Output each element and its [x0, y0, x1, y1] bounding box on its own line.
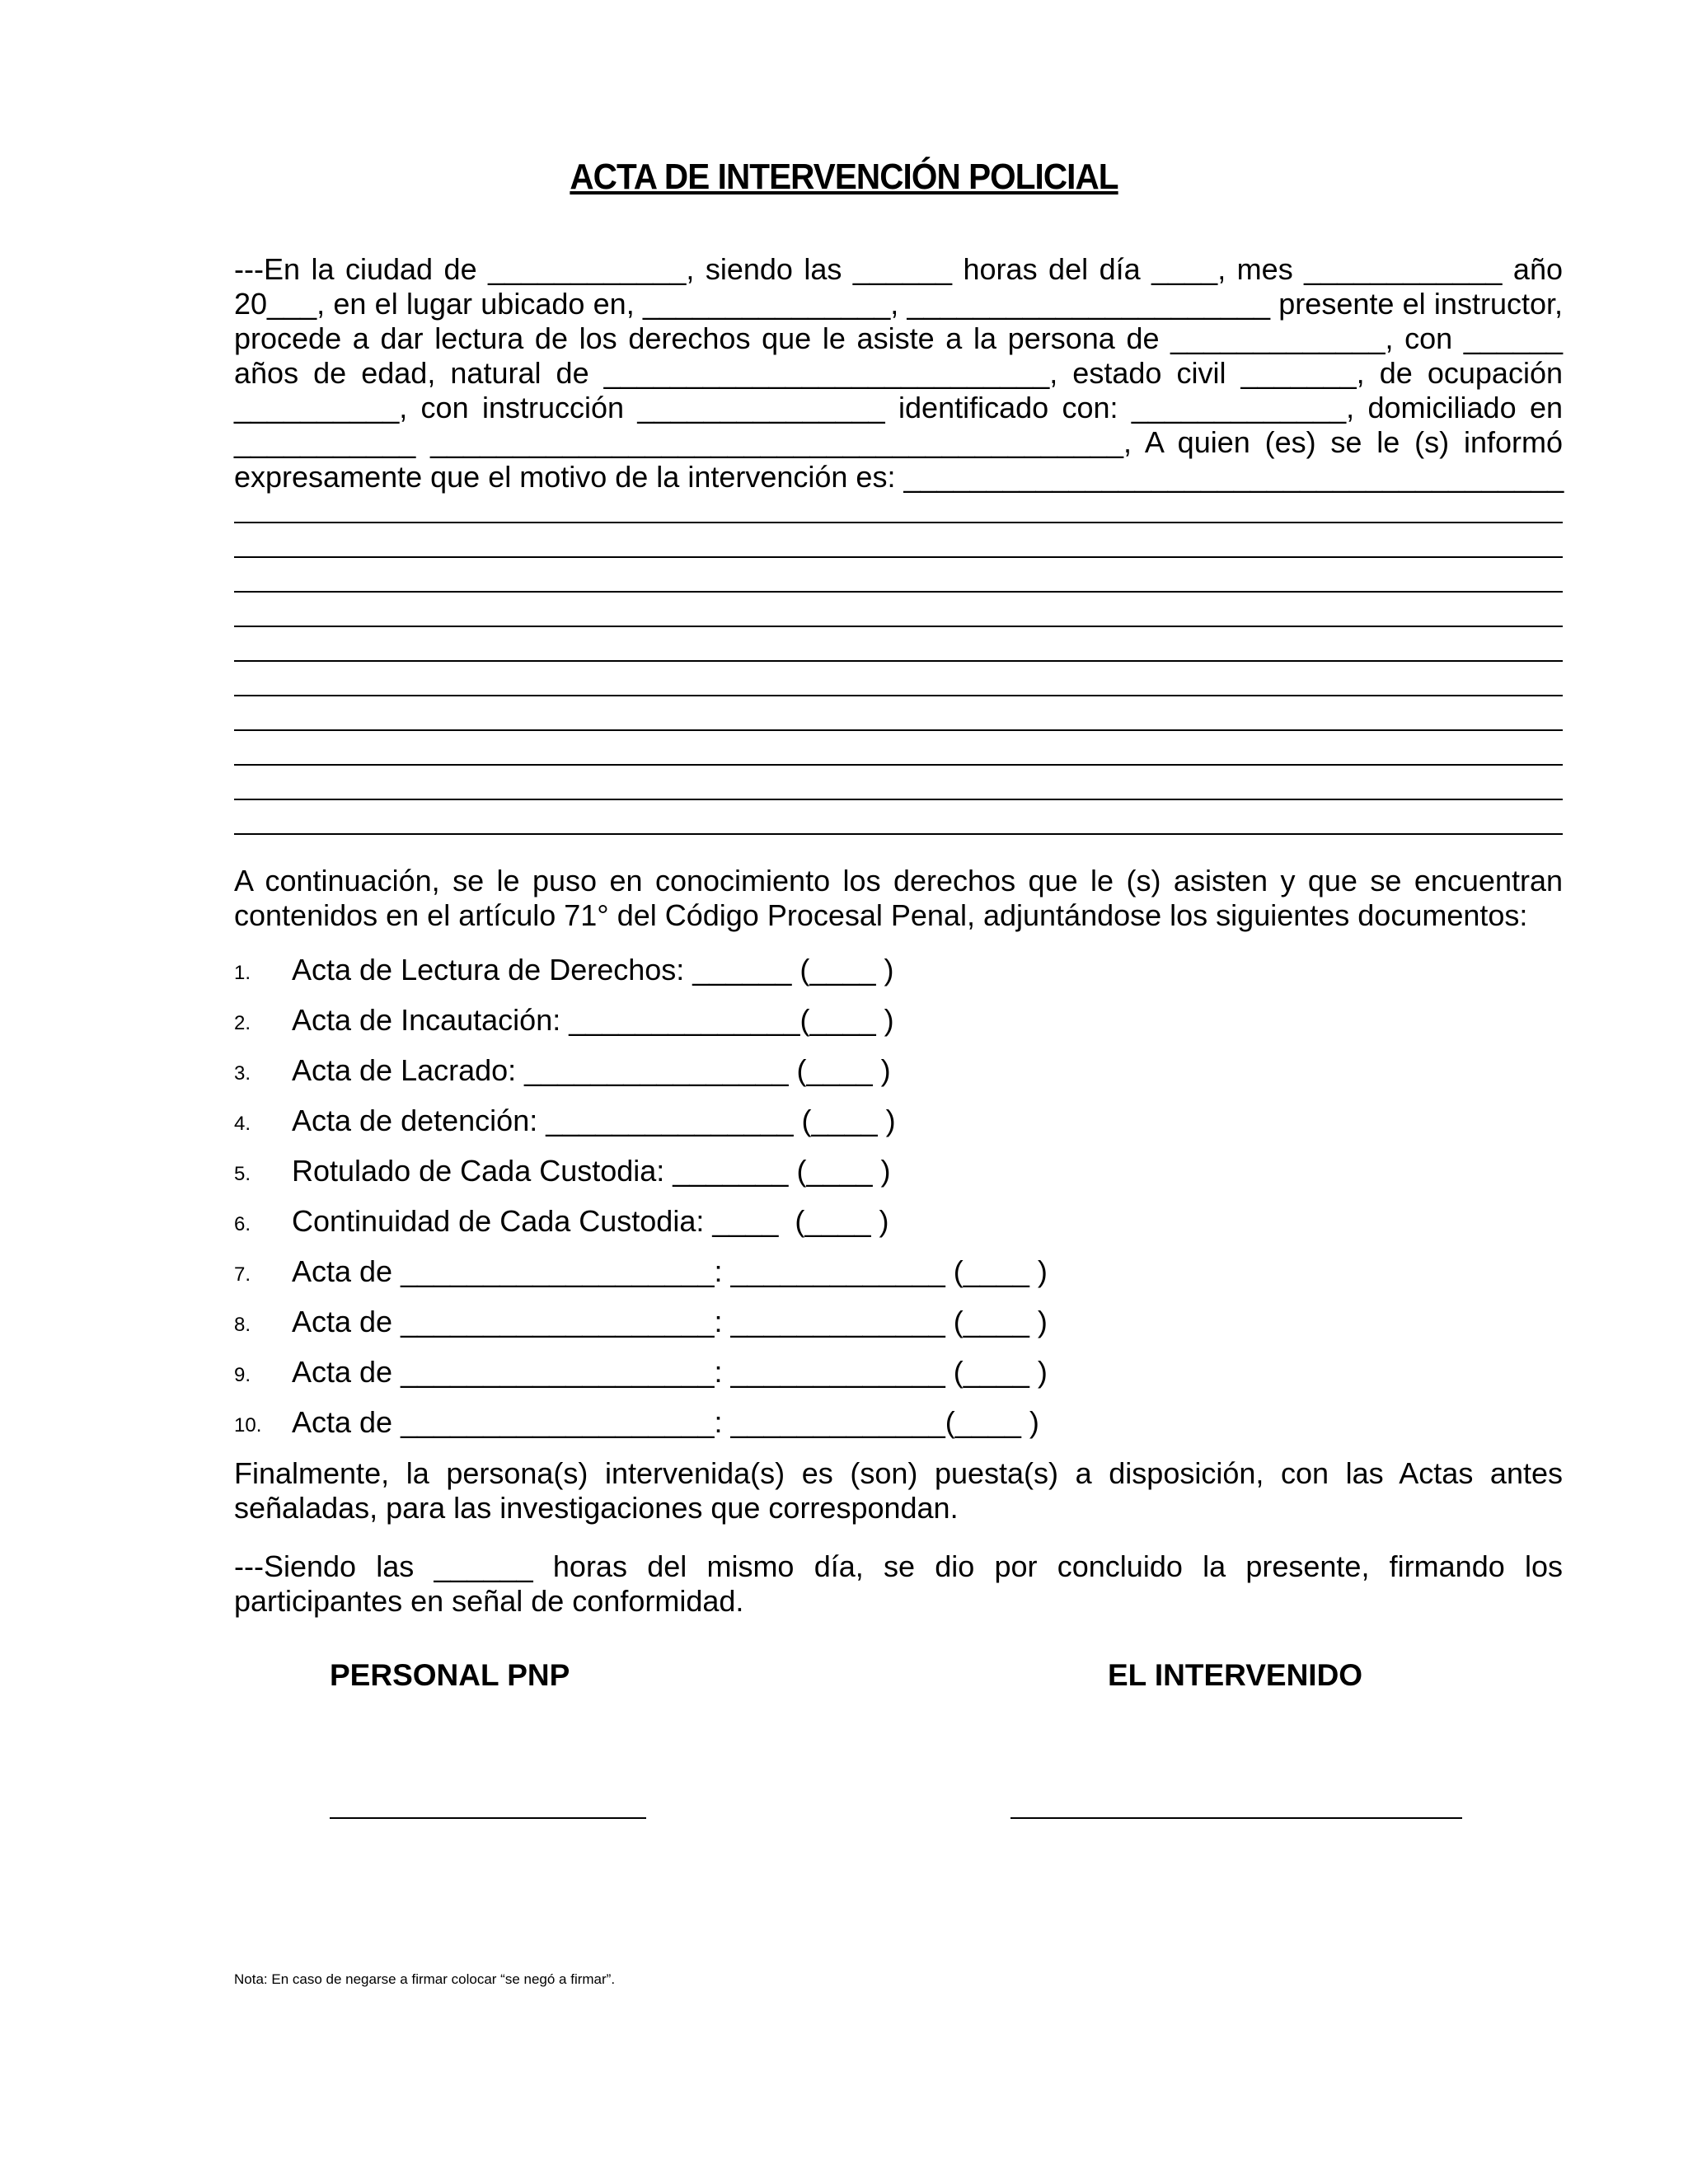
- list-item-text: Acta de ___________________: _____________ (____ ): [292, 1355, 1048, 1389]
- blank-writing-line[interactable]: [234, 729, 1563, 731]
- continuation-line: contenidos en el artículo 71° del Código Procesal Penal, adjuntándose los siguientes documentos:: [234, 898, 1528, 932]
- list-item-text: Continuidad de Cada Custodia: ____ (____ ): [292, 1204, 889, 1238]
- blank-writing-line[interactable]: [234, 556, 1563, 558]
- list-item-number: 7.: [234, 1263, 251, 1286]
- blank-writing-line[interactable]: [234, 799, 1563, 800]
- signature-label-personal-pnp: PERSONAL PNP: [330, 1658, 570, 1692]
- list-item: [234, 1354, 1048, 1390]
- list-item-number: 2.: [234, 1012, 251, 1034]
- intro-line: 20___, en el lugar ubicado en, _______________, ______________________ presente el instructor,: [234, 287, 1563, 321]
- list-item: [234, 1002, 894, 1038]
- continuation-line: A continuación, se le puso en conocimiento los derechos que le (s) asisten y que se encuentran: [234, 864, 1563, 898]
- list-item-number: 3.: [234, 1062, 251, 1085]
- list-item: [234, 1254, 1048, 1290]
- list-item-number: 10.: [234, 1414, 262, 1436]
- list-item: [234, 1404, 1039, 1441]
- list-item-number: 1.: [234, 962, 251, 984]
- closing-line: participantes en señal de conformidad.: [234, 1584, 744, 1618]
- footer-note: Nota: En caso de negarse a firmar colocar “se negó a firmar”.: [234, 1971, 616, 1987]
- blank-writing-line[interactable]: [234, 660, 1563, 662]
- list-item-text: Acta de Lectura de Derechos: ______ (____ ): [292, 953, 894, 987]
- closing-line: ---Siendo las ______ horas del mismo día, se dio por concluido la presente, firmando los: [234, 1549, 1563, 1583]
- list-item: [234, 1052, 891, 1089]
- list-item-text: Acta de ___________________: _____________ (____ ): [292, 1305, 1048, 1338]
- intro-line: __________, con instrucción _______________ identificado con: _____________, domiciliado en: [234, 391, 1563, 424]
- blank-writing-line[interactable]: [234, 626, 1563, 627]
- intro-line: expresamente que el motivo de la intervención es: ________________________________________: [234, 460, 1564, 494]
- list-item: [234, 1103, 896, 1139]
- list-item-number: 5.: [234, 1163, 251, 1185]
- intro-line: años de edad, natural de ___________________________, estado civil _______, de ocupación: [234, 356, 1563, 390]
- intro-line: procede a dar lectura de los derechos que le asiste a la persona de _____________, con ______: [234, 321, 1563, 355]
- intro-paragraph: [234, 252, 1563, 494]
- list-item-number: 9.: [234, 1364, 251, 1386]
- list-item: [234, 1203, 889, 1240]
- intro-line: ___________ __________________________________________, A quien (es) se le (s) informó: [234, 425, 1563, 459]
- signature-line-intervenido[interactable]: [1010, 1817, 1462, 1819]
- blank-writing-line[interactable]: [234, 764, 1563, 766]
- list-item-text: Acta de Lacrado: ________________ (____ ): [292, 1053, 891, 1087]
- final-line: señaladas, para las investigaciones que correspondan.: [234, 1491, 959, 1525]
- list-item-number: 8.: [234, 1314, 251, 1336]
- list-item-text: Acta de ___________________: _____________ (____ ): [292, 1254, 1048, 1288]
- list-item-text: Rotulado de Cada Custodia: _______ (____ ): [292, 1154, 891, 1188]
- blank-writing-line[interactable]: [234, 522, 1563, 523]
- list-item-text: Acta de ___________________: _____________(____ ): [292, 1405, 1039, 1439]
- blank-writing-line[interactable]: [234, 591, 1563, 593]
- document-title: ACTA DE INTERVENCIÓN POLICIAL: [570, 157, 1118, 197]
- list-item: [234, 1153, 891, 1189]
- signature-label-intervenido: EL INTERVENIDO: [1108, 1658, 1363, 1692]
- blank-writing-line[interactable]: [234, 695, 1563, 696]
- closing-paragraph: [234, 1549, 1563, 1619]
- signature-line-personal-pnp[interactable]: [330, 1817, 646, 1819]
- continuation-paragraph: [234, 864, 1563, 933]
- intro-line: ---En la ciudad de ____________, siendo las ______ horas del día ____, mes ____________ año: [234, 252, 1563, 286]
- list-item: [234, 952, 894, 988]
- blank-writing-line[interactable]: [234, 833, 1563, 835]
- list-item-number: 6.: [234, 1213, 251, 1235]
- final-line: Finalmente, la persona(s) intervenida(s) es (son) puesta(s) a disposición, con las Actas antes: [234, 1456, 1563, 1490]
- list-item-number: 4.: [234, 1113, 251, 1135]
- list-item-text: Acta de detención: _______________ (____ ): [292, 1104, 896, 1137]
- final-paragraph: [234, 1456, 1563, 1526]
- list-item: [234, 1304, 1048, 1340]
- list-item-text: Acta de Incautación: ______________(____ ): [292, 1003, 894, 1037]
